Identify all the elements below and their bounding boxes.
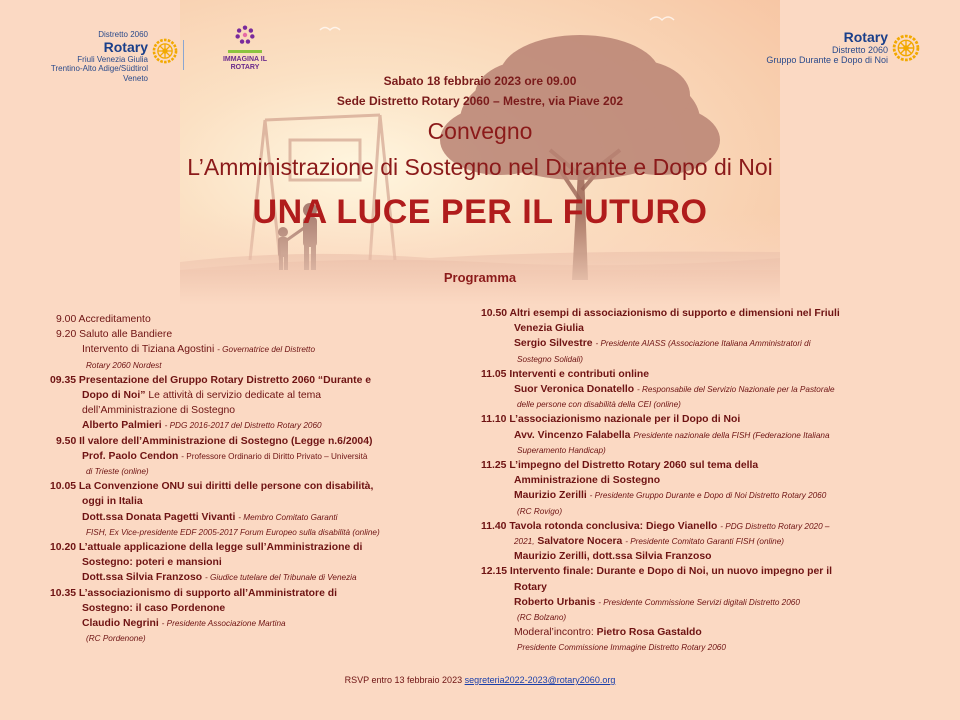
imagine-line1: IMMAGINA IL: [222, 56, 268, 63]
program-line: (RC Pordenone): [86, 634, 146, 644]
speaker-role: - Membro Comitato Garanti: [238, 512, 338, 522]
program-line: dell’Amministrazione di Sostegno: [82, 405, 236, 417]
imagine-star-icon: [234, 24, 256, 46]
program-line: [50, 570, 470, 585]
moderator-label: Moderal’incontro:: [514, 627, 594, 639]
speaker-name: Sergio Silvestre: [514, 338, 593, 350]
program-line: Sostegno: poteri e mansioni: [82, 557, 222, 569]
event-kind: Convegno: [427, 118, 533, 144]
program-line: [50, 510, 470, 525]
program-line: [50, 388, 470, 403]
program-line: Maurizio Zerilli, dott.ssa Silvia Franzoso: [514, 551, 712, 563]
program-line: Amministrazione di Sostegno: [514, 475, 661, 487]
speaker-name: Avv. Vincenzo Falabella: [514, 429, 631, 441]
speaker-role: - Presidente Associazione Martina: [161, 619, 286, 629]
program-line: [50, 449, 470, 464]
program-line: oggi in Italia: [82, 496, 143, 508]
program-line: [50, 418, 470, 433]
program-line: Rotary: [514, 581, 547, 593]
program-line: [481, 336, 941, 351]
logo-left-district: Distretto 2060: [98, 30, 148, 39]
event-venue: Sede Distretto Rotary 2060 – Mestre, via Piave 202: [336, 94, 624, 108]
rsvp-line: [0, 675, 960, 685]
program-line: [481, 428, 941, 443]
speaker-role: 2021,: [514, 537, 535, 547]
rotary-wheel-icon: [152, 38, 178, 64]
speaker-name: Alberto Palmieri: [82, 420, 162, 432]
logo-right-group: Gruppo Durante e Dopo di Noi: [766, 55, 888, 65]
program-line: 10.05 La Convenzione ONU sui diritti delle persone con disabilità,: [50, 481, 374, 493]
speaker-role: - Governatrice del Distretto: [217, 345, 316, 355]
program-line: 12.15 Intervento finale: Durante e Dopo di Noi, un nuovo impegno per il: [481, 566, 833, 578]
speaker-name: Prof. Paolo Cendon: [82, 450, 179, 462]
logo-right-district: Distretto 2060: [831, 45, 888, 55]
speaker-name: Dott.ssa Silvia Franzoso: [82, 572, 203, 584]
program-left-column: [50, 312, 470, 646]
speaker-name: Dott.ssa Donata Pagetti Vivanti: [82, 511, 236, 523]
speaker-name: Intervento di Tiziana Agostini: [82, 344, 215, 356]
program-line: Sostegno Solidali): [517, 354, 583, 364]
speaker-name: Roberto Urbanis: [514, 596, 596, 608]
program-line: [481, 625, 941, 640]
logo-left-brand: Rotary: [103, 38, 148, 55]
logo-left-region2: Trentino-Alto Adige/Südtirol: [50, 64, 148, 73]
rsvp-text: RSVP entro 13 febbraio 2023: [344, 675, 463, 685]
speaker-name: Salvatore Nocera: [537, 536, 623, 548]
logo-left-region1: Friuli Venezia Giulia: [77, 54, 148, 64]
program-line: [50, 616, 470, 631]
topic-text: Dopo di Noi”: [82, 390, 146, 402]
event-headline: UNA LUCE PER IL FUTURO: [252, 193, 708, 231]
speaker-name: Pietro Rosa Gastaldo: [596, 627, 702, 639]
imagine-line2: ROTARY: [230, 64, 260, 71]
program-line: 11.25 L’impegno del Distretto Rotary 2060 sul tema della: [481, 460, 759, 472]
speaker-name: Claudio Negrini: [82, 618, 159, 630]
program-line: [50, 342, 470, 357]
program-line: 9.20 Saluto alle Bandiere: [56, 329, 173, 341]
rsvp-email-link[interactable]: segreteria2022-2023@rotary2060.org: [464, 675, 616, 685]
program-line: 10.50 Altri esempi di associazionismo di supporto e dimensioni nel Friuli: [481, 308, 840, 319]
program-line: Sostegno: il caso Pordenone: [82, 602, 226, 614]
program-line: delle persone con disabilità della CEI (online): [517, 400, 681, 410]
program-line: FISH, Ex Vice-presidente EDF 2005-2017 Forum Europeo sulla disabilità (online): [86, 527, 380, 537]
rotary-wheel-icon: [892, 34, 920, 62]
program-line: 10.20 L’attuale applicazione della legge sull’Amministrazione di: [50, 542, 363, 554]
topic-text: Le attività di servizio dedicate al tema: [148, 390, 322, 402]
speaker-role: - Presidente Comitato Garanti FISH (online): [625, 537, 784, 547]
program-label: Programma: [443, 270, 517, 285]
speaker-role: - Presidente Gruppo Durante e Dopo di Noi Distretto Rotary 2060: [589, 491, 827, 501]
speaker-role: - Professore Ordinario di Diritto Privato – Università: [181, 451, 368, 461]
program-line: [481, 488, 941, 503]
imagine-bar: [228, 50, 262, 53]
speaker-role: Presidente nazionale della FISH (Federazione Italiana: [633, 430, 830, 440]
program-line: Superamento Handicap): [517, 445, 606, 455]
program-line: Rotary 2060 Nordest: [86, 360, 162, 370]
program-line: (RC Rovigo): [517, 506, 563, 516]
imagine-rotary-logo: [205, 24, 285, 72]
program-line: 11.10 L’associazionismo nazionale per il Dopo di Noi: [481, 414, 741, 426]
program-right-column: [481, 306, 941, 656]
speaker-role: - Presidente AIASS (Associazione Italiana Amministratori di: [595, 339, 811, 349]
program-line: 9.00 Accreditamento: [56, 314, 151, 325]
logo-divider: [183, 40, 184, 70]
speaker-name: Maurizio Zerilli: [514, 490, 587, 502]
speaker-role: - PDG Distretto Rotary 2020 –: [720, 521, 830, 531]
program-line: 10.35 L’associazionismo di supporto all’Amministratore di: [50, 587, 337, 599]
topic-text: 11.40 Tavola rotonda conclusiva: Diego Vianello: [481, 520, 718, 532]
logo-left-region3: Veneto: [123, 73, 148, 83]
event-date: Sabato 18 febbraio 2023 ore 09.00: [383, 74, 577, 88]
speaker-role: - Giudice tutelare del Tribunale di Venezia: [205, 573, 357, 583]
speaker-name: Suor Veronica Donatello: [514, 384, 635, 396]
program-line: [481, 534, 941, 549]
program-line: [481, 519, 941, 534]
program-line: 11.05 Interventi e contributi online: [481, 368, 650, 380]
program-line: (RC Bolzano): [517, 613, 567, 623]
speaker-role: - Presidente Commissione Servizi digitali Distretto 2060: [598, 597, 800, 607]
event-subtitle: L’Amministrazione di Sostegno nel Durante e Dopo di Noi: [187, 154, 773, 180]
program-line: 09.35 Presentazione del Gruppo Rotary Distretto 2060 “Durante e: [50, 374, 372, 386]
program-line: di Trieste (online): [86, 467, 149, 477]
program-line: [481, 382, 941, 397]
logo-right-brand: Rotary: [843, 29, 888, 45]
program-line: Presidente Commissione Immagine Distretto Rotary 2060: [517, 643, 726, 653]
program-line: Venezia Giulia: [514, 323, 584, 335]
program-line: 9.50 Il valore dell’Amministrazione di Sostegno (Legge n.6/2004): [56, 435, 373, 447]
speaker-role: - PDG 2016-2017 del Distretto Rotary 2060: [164, 421, 322, 431]
speaker-role: - Responsabile del Servizio Nazionale per la Pastorale: [637, 385, 835, 395]
program-line: [481, 595, 941, 610]
